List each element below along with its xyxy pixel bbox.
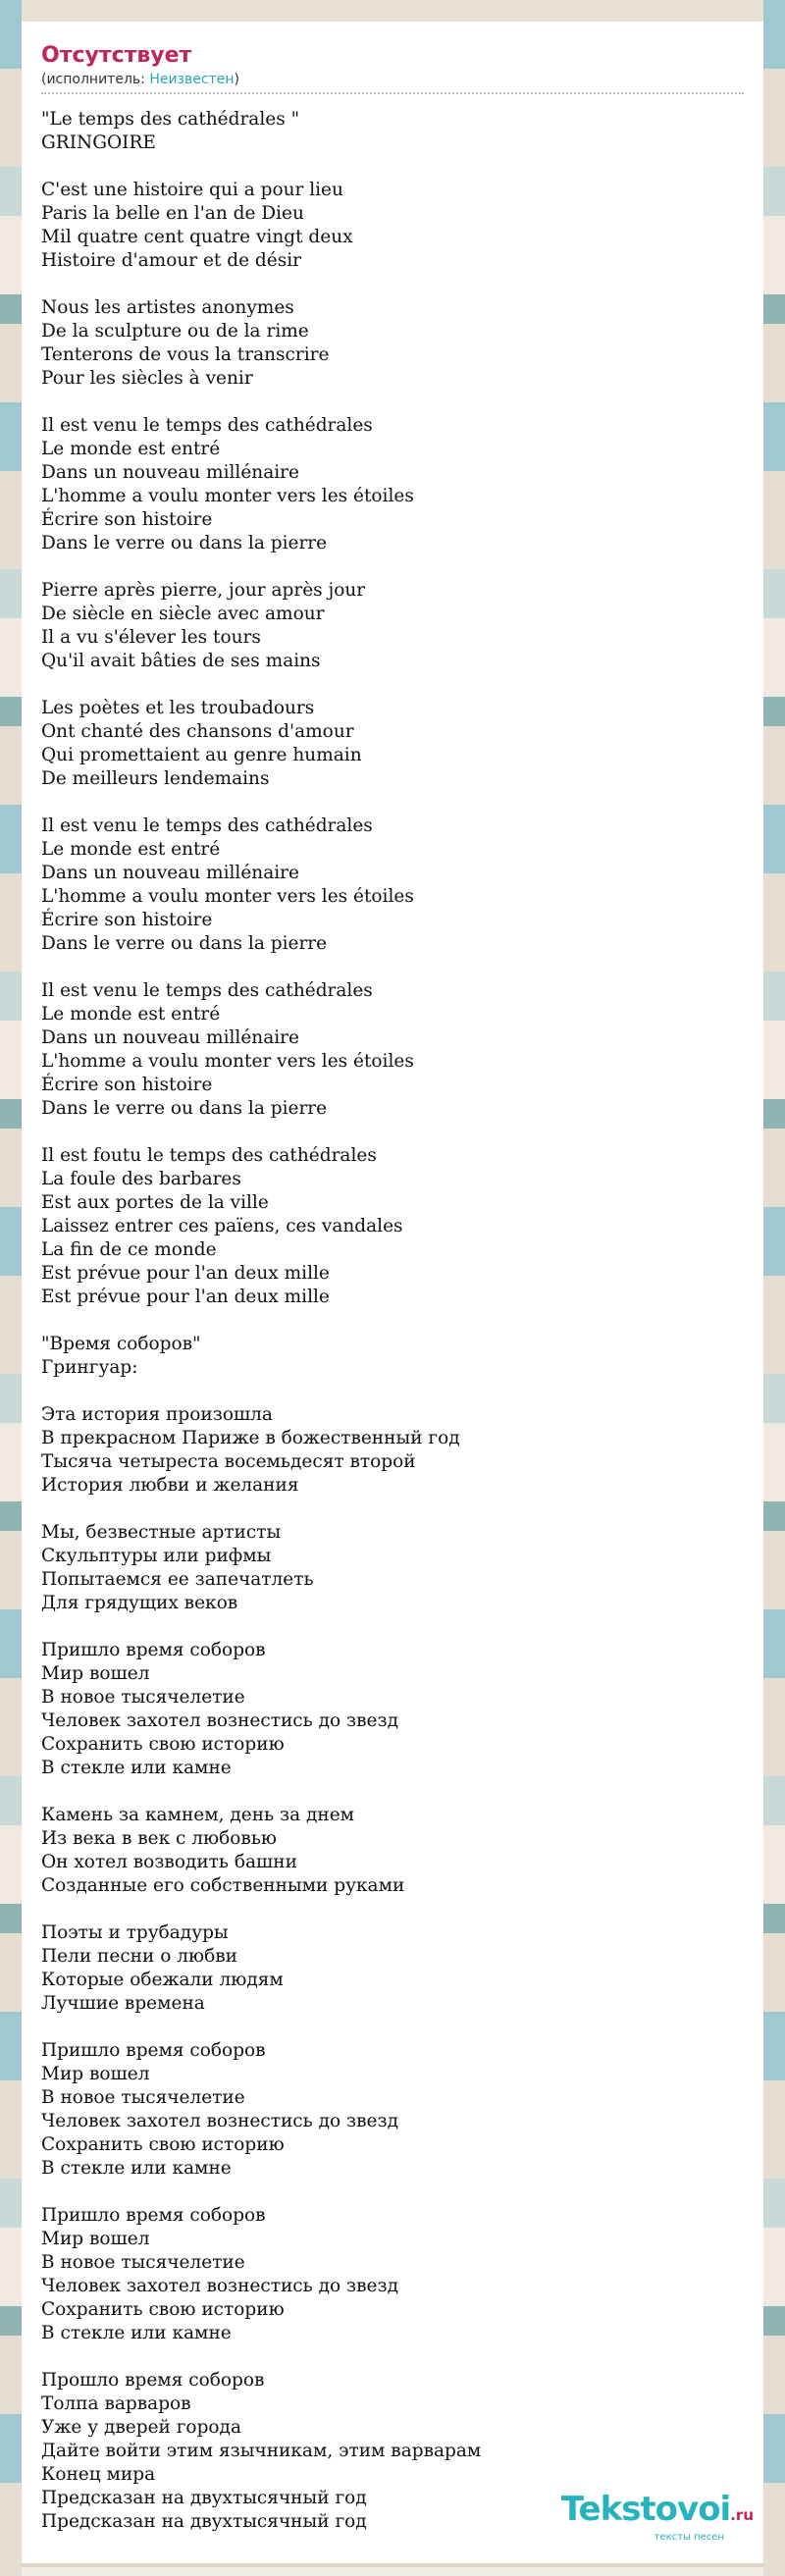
logo-brand [560,2490,754,2532]
lyrics-line: Dans le verre ou dans la pierre [41,533,328,553]
lyrics-line: Грингуар: [41,1357,138,1378]
lyrics-line: Il est venu le temps des cathédrales [41,815,373,836]
lyrics-line: Dans le verre ou dans la pierre [41,933,328,954]
logo-tagline: тексты песен [654,2532,724,2543]
lyrics-line: Il est venu le temps des cathédrales [41,980,373,1001]
performer-prefix: (исполнитель: [41,72,150,87]
lyrics-line: В стекле или камне [41,2158,232,2179]
performer-link[interactable]: Неизвестен [149,72,235,87]
lyrics-line: Pierre après pierre, jour après jour [41,580,366,601]
lyrics-line: Est prévue pour l'an deux mille [41,1263,330,1284]
lyrics-line: В новое тысячелетие [41,2252,245,2273]
lyrics-line: Est prévue pour l'an deux mille [41,1287,330,1307]
lyrics-line: Le monde est entré [41,439,221,459]
lyrics-card [22,22,763,2563]
site-logo[interactable] [560,2490,754,2544]
lyrics-line: Histoire d'amour et de désir [41,250,301,271]
lyrics-line: Est aux portes de la ville [41,1192,269,1213]
lyrics-line: L'homme a voulu monter vers les étoiles [41,886,414,907]
lyrics-line: Il a vu s'élever les tours [41,627,261,648]
lyrics-line: Для грядущих веков [41,1593,238,1613]
left-stripe-decoration [0,0,22,2576]
lyrics-line: L'homme a voulu monter vers les étoiles [41,486,414,506]
lyrics-line: L'homme a voulu monter vers les étoiles [41,1051,414,1072]
lyrics-stanza [41,1144,744,1309]
lyrics-line: Камень за камнем, день за днем [41,1805,355,1825]
lyrics-line: Из века в век с любовью [41,1828,278,1849]
lyrics-line: Созданные его собственными руками [41,1875,405,1896]
performer-suffix: ) [234,72,239,87]
lyrics-stanza [41,108,744,155]
lyrics-stanza [41,1333,744,1380]
lyrics-line: Les poètes et les troubadours [41,698,315,718]
lyrics-line: Сохранить свою историю [41,2299,285,2320]
lyrics-line: GRINGOIRE [41,132,156,153]
lyrics-line: Конец мира [41,2464,156,2485]
lyrics-line: Попытаемся ее запечатлеть [41,1569,314,1590]
lyrics-line: Мир вошел [41,2064,150,2084]
lyrics-line: La fin de ce monde [41,1239,217,1260]
lyrics-line: Сохранить свою историю [41,1734,285,1755]
lyrics-line: Прошло время соборов [41,2370,265,2391]
lyrics-line: Он хотел возводить башни [41,1852,297,1872]
lyrics-line: Écrire son histoire [41,1075,213,1095]
lyrics-stanza [41,1639,744,1780]
lyrics-line: Qui promettaient au genre humain [41,745,362,765]
lyrics-line: Предсказан на двухтысячный год [41,2511,367,2532]
lyrics-stanza [41,579,744,673]
lyrics-line: Эта история произошла [41,1404,273,1425]
lyrics-line: Пели песни о любви [41,1946,237,1967]
lyrics-line: Écrire son histoire [41,910,213,930]
performer-line [41,71,744,88]
lyrics-line: Laissez entrer ces païens, ces vandales [41,1216,403,1236]
lyrics-line: В стекле или камне [41,2323,232,2343]
lyrics-line: La foule des barbares [41,1169,241,1189]
lyrics-line: Поэты и трубадуры [41,1922,229,1943]
lyrics-stanza [41,979,744,1121]
lyrics-stanza [41,1403,744,1498]
lyrics-line: Лучшие времена [41,1993,205,2014]
lyrics-line: Nous les artistes anonymes [41,297,294,318]
lyrics-stanza [41,414,744,555]
lyrics-line: Le monde est entré [41,1004,221,1025]
logo-tld: .ru [730,2506,754,2524]
lyrics-line: В прекрасном Париже в божественный год [41,1428,460,1448]
lyrics-line: De siècle en siècle avec amour [41,604,325,624]
lyrics-line: C'est une histoire qui a pour lieu [41,180,343,200]
lyrics-line: Предсказан на двухтысячный год [41,2488,367,2508]
lyrics-stanza [41,296,744,391]
lyrics-line: Пришло время соборов [41,2040,266,2061]
lyrics-line: Скульптуры или рифмы [41,1546,272,1566]
lyrics-line: Пришло время соборов [41,2205,266,2226]
lyrics-line: История любви и желания [41,1475,299,1496]
lyrics-line: De meilleurs lendemains [41,768,270,789]
lyrics-line: Dans un nouveau millénaire [41,1027,299,1048]
lyrics-stanza [41,1921,744,2016]
lyrics-line: Дайте войти этим язычникам, этим варварам [41,2441,482,2461]
lyrics-line: Мир вошел [41,1663,150,1684]
lyrics-line: Paris la belle en l'an de Dieu [41,203,304,224]
lyrics-stanza [41,815,744,956]
lyrics-text [41,108,744,2534]
lyrics-line: Человек захотел вознестись до звезд [41,1710,398,1731]
lyrics-line: Человек захотел вознестись до звезд [41,2111,398,2131]
lyrics-line: Dans le verre ou dans la pierre [41,1098,328,1119]
lyrics-line: Il est foutu le temps des cathédrales [41,1145,377,1166]
lyrics-line: Которые обежали людям [41,1970,284,1990]
lyrics-stanza [41,2039,744,2181]
lyrics-line: Pour les siècles à venir [41,368,253,389]
lyrics-line: Человек захотел вознестись до звезд [41,2276,398,2296]
lyrics-line: Ont chanté des chansons d'amour [41,721,354,742]
lyrics-stanza [41,1521,744,1615]
lyrics-line: Мир вошел [41,2229,150,2249]
lyrics-line: Мы, безвестные артисты [41,1522,282,1543]
lyrics-line: Écrire son histoire [41,509,213,530]
lyrics-line: Mil quatre cent quatre vingt deux [41,227,353,247]
lyrics-line: Tenterons de vous la transcrire [41,344,330,365]
lyrics-line: Il est venu le temps des cathédrales [41,415,373,436]
lyrics-line: Уже у дверей города [41,2417,241,2438]
lyrics-line: Le monde est entré [41,839,221,860]
lyrics-line: Dans un nouveau millénaire [41,863,299,883]
lyrics-line: В стекле или камне [41,1758,232,1778]
lyrics-stanza [41,179,744,273]
lyrics-line: Сохранить свою историю [41,2134,285,2155]
lyrics-stanza [41,697,744,791]
logo-brand-text: Tekstovoi [560,2490,731,2529]
lyrics-stanza [41,1804,744,1898]
lyrics-line: В новое тысячелетие [41,1687,245,1708]
lyrics-line: "Время соборов" [41,1334,201,1354]
lyrics-line: "Le temps des cathédrales " [41,109,300,130]
lyrics-line: Толпа варваров [41,2393,191,2414]
lyrics-line: De la sculpture ou de la rime [41,321,309,342]
header-divider [41,92,744,94]
song-title: Отсутствует [41,43,192,68]
lyrics-line: В новое тысячелетие [41,2087,245,2108]
lyrics-line: Пришло время соборов [41,1640,266,1660]
lyrics-line: Dans un nouveau millénaire [41,462,299,483]
lyrics-line: Qu'il avait bâties de ses mains [41,651,321,671]
lyrics-line: Тысяча четыреста восемьдесят второй [41,1451,416,1472]
right-stripe-decoration [763,0,785,2576]
lyrics-stanza [41,2204,744,2345]
